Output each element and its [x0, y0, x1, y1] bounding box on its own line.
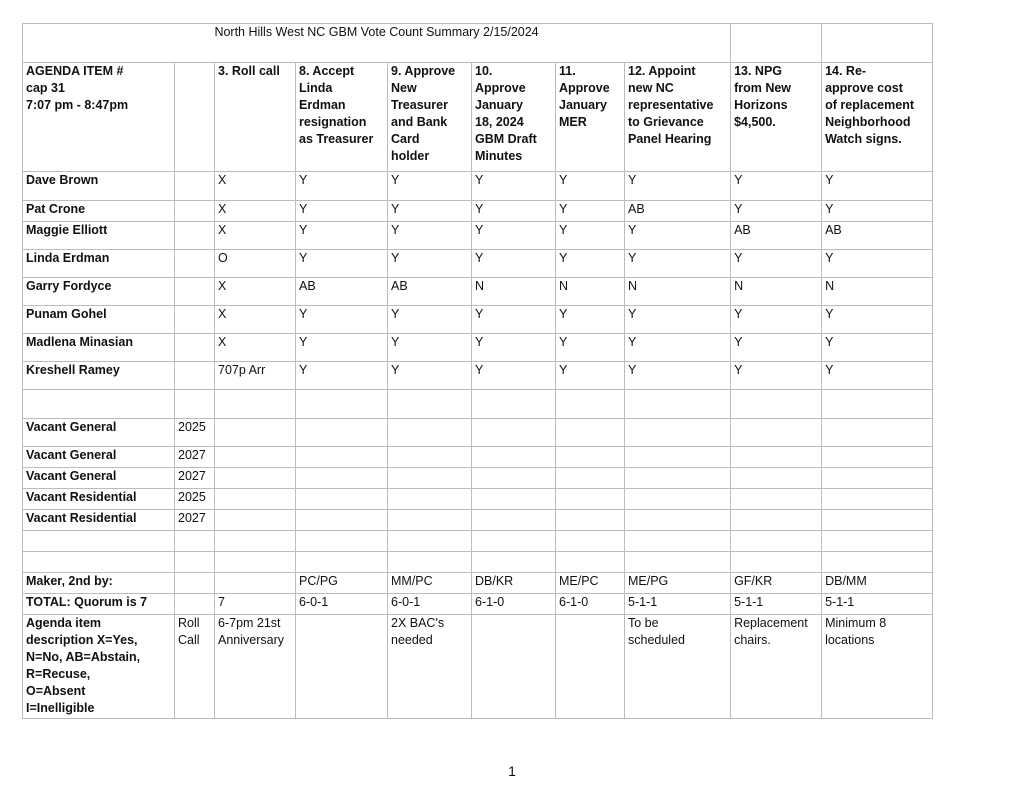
vote-cell: Y — [388, 250, 472, 278]
member-row — [23, 278, 933, 306]
vote-cell: Y — [731, 362, 822, 390]
description-cell: 6-7pm 21st Anniversary — [215, 615, 296, 719]
member-row — [23, 172, 933, 201]
vacancy-year: 2025 — [175, 489, 215, 510]
vote-cell: Y — [822, 172, 933, 201]
vote-cell: Y — [472, 306, 556, 334]
blank-row — [23, 390, 933, 419]
maker-cell — [215, 573, 296, 594]
total-label-bold: TOTAL: — [26, 595, 71, 609]
member-row — [23, 334, 933, 362]
vote-cell: X — [215, 222, 296, 250]
vacancy-name: Vacant General — [23, 468, 175, 489]
vote-cell: Y — [556, 172, 625, 201]
item-header: 12. Appoint new NC representative to Grievance Panel Hearing — [625, 63, 731, 172]
vote-cell: AB — [822, 222, 933, 250]
vote-cell: Y — [472, 222, 556, 250]
member-name: Garry Fordyce — [23, 278, 175, 306]
description-cell: Minimum 8 locations — [822, 615, 933, 719]
member-row — [23, 362, 933, 390]
vote-cell: Y — [822, 362, 933, 390]
total-cell: 5-1-1 — [625, 594, 731, 615]
vote-cell: Y — [625, 172, 731, 201]
vote-cell: Y — [296, 362, 388, 390]
vote-cell: Y — [472, 172, 556, 201]
vote-cell: N — [625, 278, 731, 306]
vacancy-row — [23, 510, 933, 531]
member-row — [23, 250, 933, 278]
vacancy-name: Vacant Residential — [23, 510, 175, 531]
blank-header — [175, 63, 215, 172]
total-cell: 6-0-1 — [296, 594, 388, 615]
vote-cell: N — [556, 278, 625, 306]
vote-cell: 707p Arr — [215, 362, 296, 390]
vacancy-row — [23, 468, 933, 489]
vote-cell: X — [215, 201, 296, 222]
item-header: 9. Approve New Treasurer and Bank Card holder — [388, 63, 472, 172]
vote-cell: Y — [731, 172, 822, 201]
vote-cell: Y — [472, 362, 556, 390]
vote-cell: AB — [731, 222, 822, 250]
vote-count-table — [22, 23, 933, 719]
vacancy-year: 2027 — [175, 510, 215, 531]
maker-cell: DB/MM — [822, 573, 933, 594]
vote-cell: X — [215, 334, 296, 362]
vacancy-name: Vacant General — [23, 447, 175, 468]
item-header: 3. Roll call — [215, 63, 296, 172]
total-row — [23, 594, 933, 615]
vote-cell: Y — [296, 201, 388, 222]
agenda-item-header: AGENDA ITEM # cap 31 7:07 pm - 8:47pm — [23, 63, 175, 172]
total-cell: 6-1-0 — [472, 594, 556, 615]
vote-cell: Y — [296, 172, 388, 201]
total-cell: 5-1-1 — [822, 594, 933, 615]
maker-cell: GF/KR — [731, 573, 822, 594]
description-row — [23, 615, 933, 719]
vote-cell: Y — [822, 250, 933, 278]
vote-cell: Y — [556, 334, 625, 362]
vacancy-year: 2027 — [175, 447, 215, 468]
description-cell — [296, 615, 388, 719]
vote-cell: X — [215, 172, 296, 201]
vote-cell: AB — [388, 278, 472, 306]
total-label-rest: Quorum is 7 — [70, 595, 148, 609]
vote-cell: Y — [296, 334, 388, 362]
vote-cell: AB — [625, 201, 731, 222]
item-header: 13. NPG from New Horizons $4,500. — [731, 63, 822, 172]
vote-cell: Y — [388, 306, 472, 334]
maker-cell: ME/PC — [556, 573, 625, 594]
maker-cell: MM/PC — [388, 573, 472, 594]
vote-cell: Y — [388, 201, 472, 222]
title-row — [23, 24, 933, 63]
vote-cell: Y — [472, 201, 556, 222]
vote-cell: Y — [296, 306, 388, 334]
maker-row — [23, 573, 933, 594]
vacancy-row — [23, 447, 933, 468]
member-name: Dave Brown — [23, 172, 175, 201]
vote-cell: AB — [296, 278, 388, 306]
vote-cell: Y — [625, 362, 731, 390]
vote-cell: Y — [731, 201, 822, 222]
vote-cell: N — [731, 278, 822, 306]
vote-cell: Y — [472, 334, 556, 362]
blank-row — [23, 531, 933, 552]
description-cell — [556, 615, 625, 719]
blank-row — [23, 552, 933, 573]
total-cell: 5-1-1 — [731, 594, 822, 615]
member-row — [23, 201, 933, 222]
member-name: Linda Erdman — [23, 250, 175, 278]
total-label — [23, 594, 175, 615]
vacancy-name: Vacant Residential — [23, 489, 175, 510]
vote-cell: Y — [625, 306, 731, 334]
item-header: 11. Approve January MER — [556, 63, 625, 172]
vote-cell: Y — [822, 306, 933, 334]
member-name: Madlena Minasian — [23, 334, 175, 362]
maker-cell: ME/PG — [625, 573, 731, 594]
total-cell: 6-1-0 — [556, 594, 625, 615]
vote-cell: Y — [625, 250, 731, 278]
member-row — [23, 222, 933, 250]
maker-label: Maker, 2nd by: — [23, 573, 175, 594]
maker-cell: DB/KR — [472, 573, 556, 594]
description-cell: To be scheduled — [625, 615, 731, 719]
vote-cell: X — [215, 306, 296, 334]
vote-cell: Y — [625, 334, 731, 362]
vote-cell: X — [215, 278, 296, 306]
item-header: 8. Accept Linda Erdman resignation as Treasurer — [296, 63, 388, 172]
vacancy-row — [23, 489, 933, 510]
vote-cell: Y — [296, 222, 388, 250]
vacancy-row — [23, 419, 933, 447]
vacancy-year: 2025 — [175, 419, 215, 447]
vote-cell: O — [215, 250, 296, 278]
title-blank-cell — [822, 24, 933, 63]
document-title: North Hills West NC GBM Vote Count Summary 2/15/2024 — [23, 24, 731, 63]
member-name: Pat Crone — [23, 201, 175, 222]
member-name: Punam Gohel — [23, 306, 175, 334]
title-blank-cell — [731, 24, 822, 63]
vacancy-year: 2027 — [175, 468, 215, 489]
vote-cell: N — [472, 278, 556, 306]
vote-cell: N — [822, 278, 933, 306]
vote-cell: Y — [388, 362, 472, 390]
member-name: Maggie Elliott — [23, 222, 175, 250]
item-header: 14. Re- approve cost of replacement Neighborhood Watch signs. — [822, 63, 933, 172]
member-row — [23, 306, 933, 334]
item-header: 10. Approve January 18, 2024 GBM Draft Minutes — [472, 63, 556, 172]
vote-cell: Y — [472, 250, 556, 278]
total-cell: 7 — [215, 594, 296, 615]
member-name: Kreshell Ramey — [23, 362, 175, 390]
description-cell: Replacement chairs. — [731, 615, 822, 719]
vote-cell: Y — [556, 362, 625, 390]
description-roll-call: Roll Call — [175, 615, 215, 719]
page-number: 1 — [508, 763, 516, 779]
vote-cell: Y — [388, 334, 472, 362]
vote-cell: Y — [388, 222, 472, 250]
vote-cell: Y — [556, 250, 625, 278]
total-cell: 6-0-1 — [388, 594, 472, 615]
vote-cell: Y — [731, 334, 822, 362]
vote-cell: Y — [731, 306, 822, 334]
vacancy-name: Vacant General — [23, 419, 175, 447]
header-row — [23, 63, 933, 172]
vote-cell: Y — [556, 222, 625, 250]
vote-cell: Y — [731, 250, 822, 278]
vote-cell: Y — [556, 201, 625, 222]
vote-cell: Y — [822, 201, 933, 222]
vote-cell: Y — [625, 222, 731, 250]
maker-cell: PC/PG — [296, 573, 388, 594]
description-cell — [472, 615, 556, 719]
vote-cell: Y — [388, 172, 472, 201]
description-cell: 2X BAC's needed — [388, 615, 472, 719]
description-legend: Agenda item description X=Yes, N=No, AB=Abstain, R=Recuse, O=Absent I=Inelligible — [23, 615, 175, 719]
vote-cell: Y — [296, 250, 388, 278]
vote-cell: Y — [556, 306, 625, 334]
vote-cell: Y — [822, 334, 933, 362]
